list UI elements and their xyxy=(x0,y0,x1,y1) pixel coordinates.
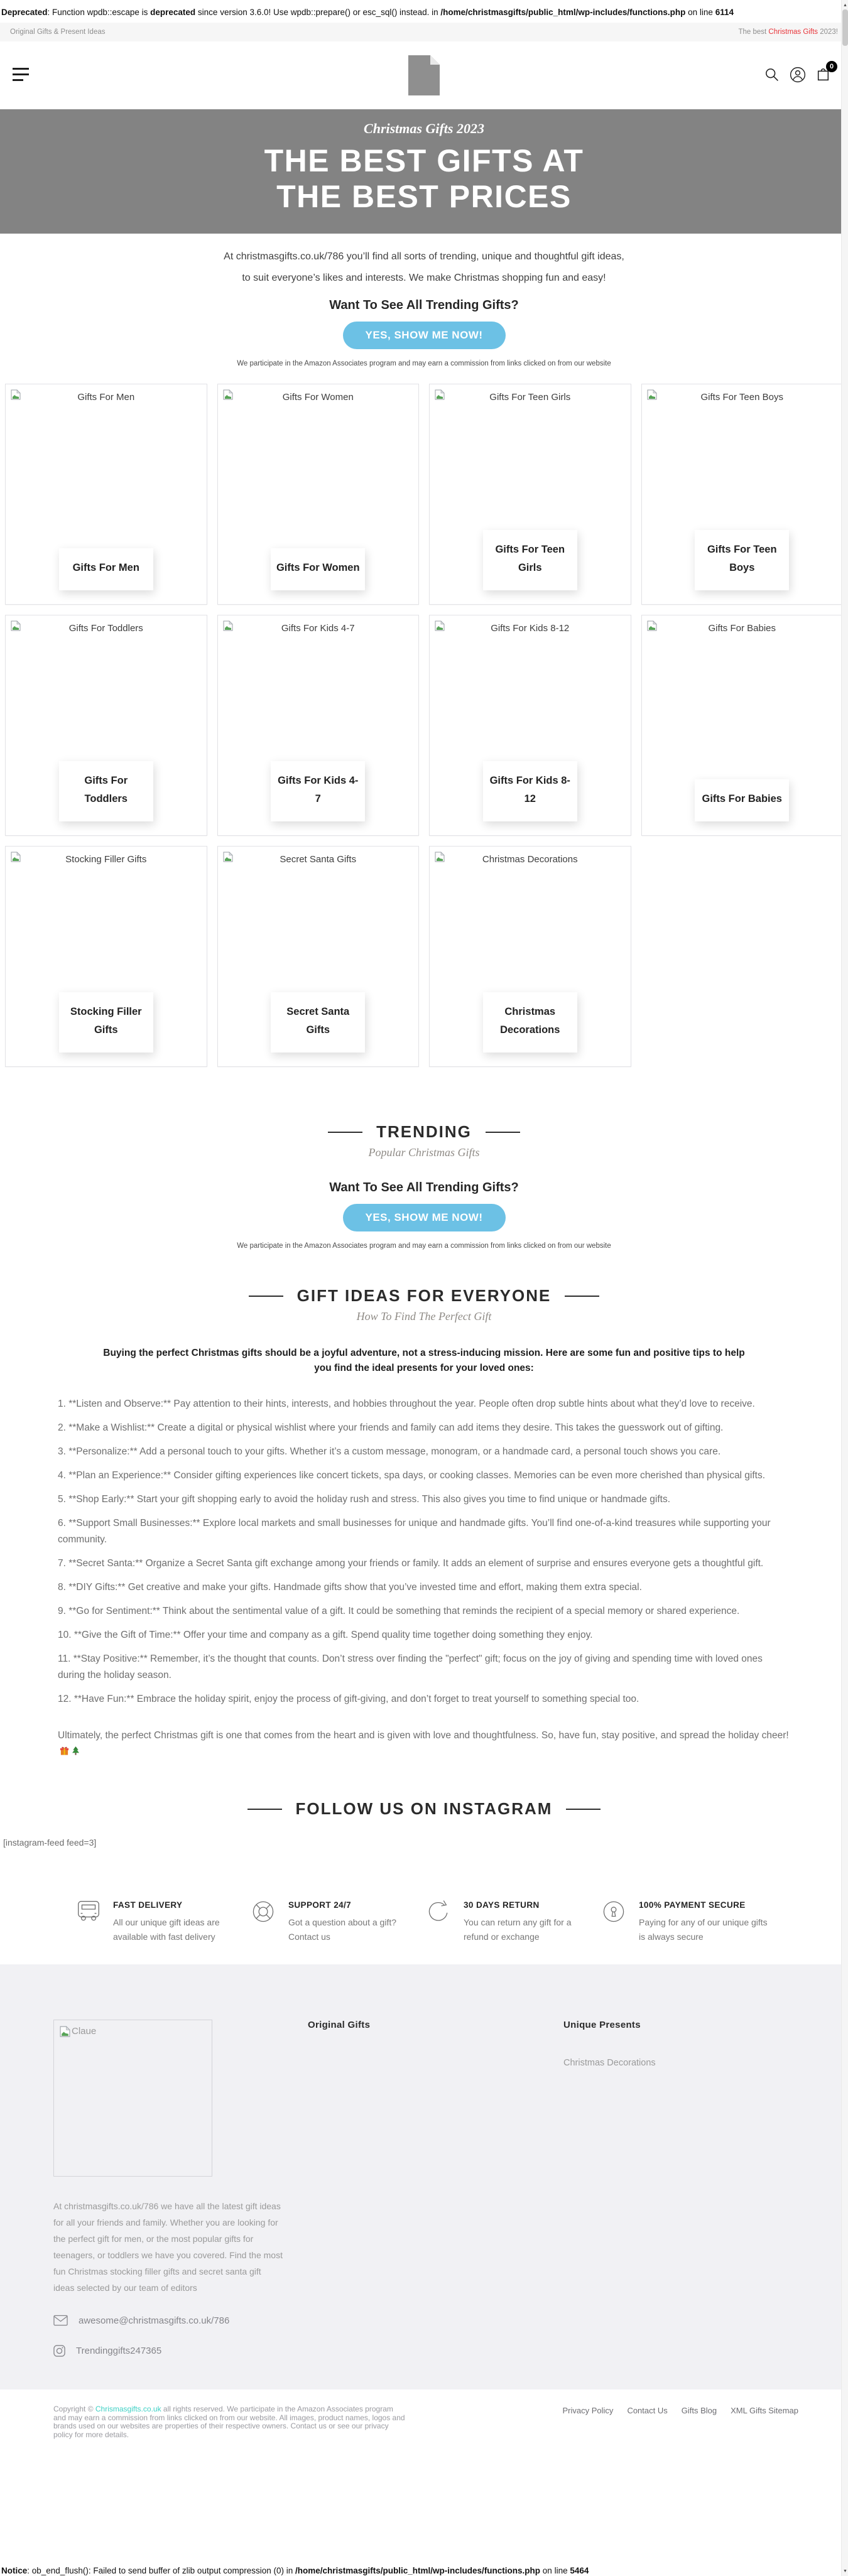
gift-ideas-title: GIFT IDEAS FOR EVERYONE xyxy=(296,1286,552,1305)
category-card[interactable] xyxy=(641,384,844,605)
category-image-alt-text: Gifts For Kids 8-12 xyxy=(491,623,570,634)
trending-subtitle: Popular Christmas Gifts xyxy=(368,1146,480,1159)
cta-heading-2: Want To See All Trending Gifts? xyxy=(329,1181,519,1194)
gift-tip: 11. **Stay Positive:** Remember, it’s the thought that counts. Don’t stress over finding the "perfect" gift; focus on the joy of giving and spending time with loved ones during the holiday season. xyxy=(58,1653,763,1680)
copyright-prefix: Copyright © xyxy=(53,2405,95,2413)
trending-heading xyxy=(0,1122,848,1142)
category-label[interactable]: Gifts For Men xyxy=(59,548,153,590)
feature-support xyxy=(249,1898,410,1944)
gift-tip: 12. **Have Fun:** Embrace the holiday spirit, enjoy the process of gift-giving, and don’t forget to treat yourself to something special too. xyxy=(58,1694,639,1704)
category-card[interactable] xyxy=(217,615,420,836)
scrollbar[interactable] xyxy=(841,0,848,2576)
feature-title: SUPPORT 24/7 xyxy=(288,1900,352,1910)
category-image-alt-text: Stocking Filler Gifts xyxy=(65,854,147,865)
deprecated-text-2: since version 3.6.0! Use wpdb::prepare() or esc_sql() instead. in xyxy=(195,8,441,17)
category-image-alt-text: Gifts For Men xyxy=(77,392,135,403)
heading-line-left xyxy=(328,1132,362,1133)
show-me-now-button[interactable]: YES, SHOW ME NOW! xyxy=(343,322,506,349)
account-icon[interactable] xyxy=(790,67,806,83)
notice-label: Notice xyxy=(1,2566,28,2575)
category-card[interactable] xyxy=(5,384,207,605)
heading-line-left xyxy=(249,1296,283,1297)
heading-line-right xyxy=(566,1809,601,1810)
scroll-up-arrow[interactable]: ▲ xyxy=(843,3,847,8)
gift-ideas-section xyxy=(0,1286,848,1760)
category-label[interactable]: Gifts For Kids 4-7 xyxy=(271,761,365,821)
footer-about-text: At christmasgifts.co.uk/786 we have all the latest gift ideas for all your friends and family. Whether you are looking for the perfect gift for men, or the most popular gifts for teenagers, or toddlers we have you covered. Find the most fun Christmas stocking filler gifts and secret santa gift ideas selected by our team of editors xyxy=(53,2201,283,2293)
trending-title: TRENDING xyxy=(376,1122,472,1141)
footer-about-column xyxy=(53,2020,308,2357)
search-icon[interactable] xyxy=(764,67,780,83)
feature-description: Got a question about a gift? Contact us xyxy=(288,1917,397,1942)
gift-emoji xyxy=(60,1746,69,1756)
notice-text-2: on line xyxy=(540,2566,570,2575)
gift-ideas-subtitle: How To Find The Perfect Gift xyxy=(356,1310,492,1323)
category-label[interactable]: Stocking Filler Gifts xyxy=(59,992,153,1053)
category-card[interactable] xyxy=(217,846,420,1067)
feature-description: You can return any gift for a refund or exchange xyxy=(464,1917,572,1942)
topbar xyxy=(0,23,848,41)
footer-link-christmas-decorations[interactable]: Christmas Decorations xyxy=(563,2058,656,2068)
bottom-bar xyxy=(0,2389,848,2464)
footer-instagram-handle[interactable]: Trendinggifts247365 xyxy=(76,2346,162,2356)
category-card[interactable] xyxy=(429,384,631,605)
notice-line-number: 5464 xyxy=(570,2566,589,2575)
instagram-title: FOLLOW US ON INSTAGRAM xyxy=(295,1799,553,1818)
intro-line1: At christmasgifts.co.uk/786 you’ll find all sorts of trending, unique and thoughtful gift ideas, xyxy=(224,251,624,262)
closing-text: Ultimately, the perfect Christmas gift is one that comes from the heart and is given with love and thoughtfulness. So, have fun, stay positive, and spread the holiday cheer! xyxy=(58,1730,789,1741)
site-logo-broken-image[interactable] xyxy=(408,55,440,95)
topbar-tagline: Original Gifts & Present Ideas xyxy=(10,28,106,36)
category-image-alt-text: Gifts For Toddlers xyxy=(68,623,143,634)
topbar-promo-highlight: Christmas Gifts xyxy=(768,28,818,36)
topbar-promo-suffix: 2023! xyxy=(818,28,838,36)
christmas-tree-emoji xyxy=(71,1746,80,1756)
gift-tips-closing xyxy=(58,1728,790,1760)
scroll-down-arrow[interactable]: ▼ xyxy=(843,2568,847,2573)
cta-heading: Want To See All Trending Gifts? xyxy=(329,298,519,312)
bottom-links xyxy=(563,2405,798,2439)
copyright-text xyxy=(53,2405,406,2439)
heading-line-right xyxy=(486,1132,520,1133)
feature-secure-payment xyxy=(600,1898,769,1944)
return-arrow-icon xyxy=(425,1898,454,1944)
php-deprecated-warning xyxy=(0,0,848,23)
bottom-link[interactable]: Privacy Policy xyxy=(562,2406,614,2415)
category-image-alt-text: Secret Santa Gifts xyxy=(280,854,357,865)
cart-count-badge: 0 xyxy=(826,61,837,72)
category-image-alt-text: Gifts For Babies xyxy=(708,623,776,634)
feature-title: 30 DAYS RETURN xyxy=(464,1900,540,1910)
category-label[interactable]: Gifts For Babies xyxy=(695,779,789,821)
site-header xyxy=(0,41,848,109)
feature-text-block xyxy=(113,1898,234,1944)
header-icons xyxy=(764,63,834,83)
show-me-now-button-2[interactable]: YES, SHOW ME NOW! xyxy=(343,1204,506,1231)
instagram-section xyxy=(0,1799,848,1848)
gift-ideas-intro: Buying the perfect Christmas gifts should be a joyful adventure, not a stress-inducing mission. Here are some fun and positive tips to help you find the ideal presents for your loved ones: xyxy=(103,1348,745,1373)
scrollbar-thumb[interactable] xyxy=(842,9,848,46)
hero-kicker: Christmas Gifts 2023 xyxy=(364,121,484,136)
hero-title xyxy=(0,143,848,215)
notice-path: /home/christmasgifts/public_html/wp-includes/functions.php xyxy=(295,2566,541,2575)
category-grid xyxy=(5,384,843,1067)
truck-icon xyxy=(74,1898,103,1944)
menu-icon[interactable] xyxy=(13,68,29,81)
gift-tip: 7. **Secret Santa:** Organize a Secret Santa gift exchange among your friends or family. It adds an element of surprise and ensures everyone gets a thoughtful gift. xyxy=(58,1558,764,1569)
lock-icon xyxy=(600,1898,629,1944)
gift-tip: 6. **Support Small Businesses:** Explore local markets and small businesses for unique and handmade gifts. You’ll find one-of-a-kind treasures while supporting your community. xyxy=(58,1518,771,1545)
instagram-feed-shortcode: [instagram-feed feed=3] xyxy=(3,1837,97,1848)
category-card[interactable] xyxy=(429,846,631,1067)
category-card[interactable] xyxy=(5,615,207,836)
feature-text-block xyxy=(288,1898,410,1944)
category-image-alt-text: Gifts For Teen Girls xyxy=(489,392,571,403)
feature-text-block xyxy=(639,1898,769,1944)
gift-tip: 9. **Go for Sentiment:** Think about the sentimental value of a gift. It could be something that reminds the recipient of a special memory or shared experience. xyxy=(58,1606,740,1616)
heading-line-right xyxy=(565,1296,599,1297)
gift-tip: 10. **Give the Gift of Time:** Offer your time and company as a gift. Spend quality time together doing something they enjoy. xyxy=(58,1630,593,1640)
gift-ideas-heading xyxy=(0,1286,848,1306)
lifebuoy-icon xyxy=(249,1898,278,1944)
category-image-alt-text: Gifts For Kids 4-7 xyxy=(281,623,355,634)
footer-email[interactable]: awesome@christmasgifts.co.uk/786 xyxy=(79,2315,230,2326)
deprecated-text: : Function wpdb::escape is xyxy=(47,8,151,17)
footer-logo-broken-image xyxy=(53,2020,212,2177)
category-label[interactable]: Gifts For Kids 8-12 xyxy=(483,761,577,821)
category-label[interactable]: Gifts For Teen Girls xyxy=(483,530,577,590)
envelope-icon xyxy=(53,2315,68,2326)
category-label[interactable]: Secret Santa Gifts xyxy=(271,992,365,1053)
category-image-alt-text: Gifts For Teen Boys xyxy=(700,392,783,403)
hero-title-line2: THE BEST PRICES xyxy=(276,179,572,214)
features-row xyxy=(0,1898,848,1964)
notice-text: : ob_end_flush(): Failed to send buffer of zlib output compression (0) in xyxy=(27,2566,296,2575)
footer-original-gifts-column xyxy=(308,2020,563,2357)
bottom-link[interactable]: XML Gifts Sitemap xyxy=(731,2406,798,2415)
feature-title: 100% PAYMENT SECURE xyxy=(639,1900,746,1910)
cart-icon[interactable] xyxy=(815,63,834,83)
bottom-link[interactable]: Contact Us xyxy=(627,2406,668,2415)
footer-logo-alt-text: Claue xyxy=(72,2026,97,2037)
gift-tip: 4. **Plan an Experience:** Consider gifting experiences like concert tickets, spa days, or cooking classes. Memories can be even more cherished than physical gifts. xyxy=(58,1470,766,1481)
category-card[interactable] xyxy=(5,846,207,1067)
instagram-icon xyxy=(53,2345,65,2357)
footer-instagram-row[interactable] xyxy=(53,2345,308,2357)
category-image-alt-text: Gifts For Women xyxy=(282,392,354,403)
deprecated-bold: deprecated xyxy=(150,8,196,17)
bottom-link[interactable]: Gifts Blog xyxy=(681,2406,717,2415)
heading-line-left xyxy=(247,1809,282,1810)
feature-returns xyxy=(425,1898,585,1944)
gift-tips-list xyxy=(58,1396,790,1707)
gift-tip: 8. **DIY Gifts:** Get creative and make your gifts. Handmade gifts show that you’ve invested time and effort, making them extra special. xyxy=(58,1582,642,1593)
feature-text-block xyxy=(464,1898,585,1944)
gift-tip: 3. **Personalize:** Add a personal touch to your gifts. Whether it’s a custom message, monogram, or a handmade card, a personal touch shows you care. xyxy=(58,1446,721,1457)
gift-tip: 5. **Shop Early:** Start your gift shopping early to avoid the holiday rush and stress. This also gives you time to find unique or handmade gifts. xyxy=(58,1494,671,1505)
intro-section xyxy=(0,234,848,367)
topbar-promo xyxy=(738,28,838,36)
affiliate-disclaimer-2: We participate in the Amazon Associates program and may earn a commission from links clicked on from our website xyxy=(237,1242,611,1250)
category-label[interactable]: Gifts For Teen Boys xyxy=(695,530,789,590)
feature-description: All our unique gift ideas are available with fast delivery xyxy=(113,1917,220,1942)
category-label[interactable]: Gifts For Toddlers xyxy=(59,761,153,821)
copyright-suffix: all rights reserved. We participate in the Amazon Associates program and may earn a commission from links clicked on from our website. All images, product names, logos and brands used on our websites are properties of their respective owners. Contact us or see our privacy policy for more details. xyxy=(53,2405,405,2439)
deprecated-path: /home/christmasgifts/public_html/wp-includes/functions.php xyxy=(440,8,686,17)
category-card[interactable] xyxy=(429,615,631,836)
deprecated-label: Deprecated xyxy=(1,8,48,17)
instagram-heading xyxy=(0,1799,848,1819)
category-label[interactable]: Gifts For Women xyxy=(271,548,365,590)
category-image-alt-text: Christmas Decorations xyxy=(482,854,578,865)
gift-tip: 1. **Listen and Observe:** Pay attention to their hints, interests, and hobbies throughout the year. People often drop subtle hints about what they’d love to receive. xyxy=(58,1399,755,1409)
category-label[interactable]: Christmas Decorations xyxy=(483,992,577,1053)
feature-description: Paying for any of our unique gifts is always secure xyxy=(639,1917,768,1942)
footer-column-title: Original Gifts xyxy=(308,2020,371,2030)
footer-email-row[interactable] xyxy=(53,2315,308,2326)
footer xyxy=(0,1964,848,2389)
hero-title-line1: THE BEST GIFTS AT xyxy=(264,143,584,178)
php-notice-warning xyxy=(1,2566,818,2575)
feature-title: FAST DELIVERY xyxy=(113,1900,183,1910)
hero-banner xyxy=(0,109,848,234)
footer-column-title: Unique Presents xyxy=(563,2020,641,2030)
deprecated-line-number: 6114 xyxy=(715,8,734,17)
gift-tips-closing-wrap xyxy=(58,1728,790,1760)
affiliate-disclaimer: We participate in the Amazon Associates program and may earn a commission from links clicked on from our website xyxy=(237,360,611,367)
intro-line2: to suit everyone’s likes and interests. We make Christmas shopping fun and easy! xyxy=(242,273,606,283)
gift-tip: 2. **Make a Wishlist:** Create a digital or physical wishlist where your friends and family can add items they desire. This takes the guesswork out of gifting. xyxy=(58,1422,724,1433)
category-card[interactable] xyxy=(217,384,420,605)
topbar-promo-prefix: The best xyxy=(738,28,769,36)
deprecated-text-3: on line xyxy=(685,8,715,17)
copyright-site-link[interactable]: Chrismasgifts.co.uk xyxy=(95,2405,161,2413)
feature-fast-delivery xyxy=(74,1898,234,1944)
footer-unique-presents-column xyxy=(563,2020,656,2357)
trending-section xyxy=(0,1122,848,1250)
category-card[interactable] xyxy=(641,615,844,836)
